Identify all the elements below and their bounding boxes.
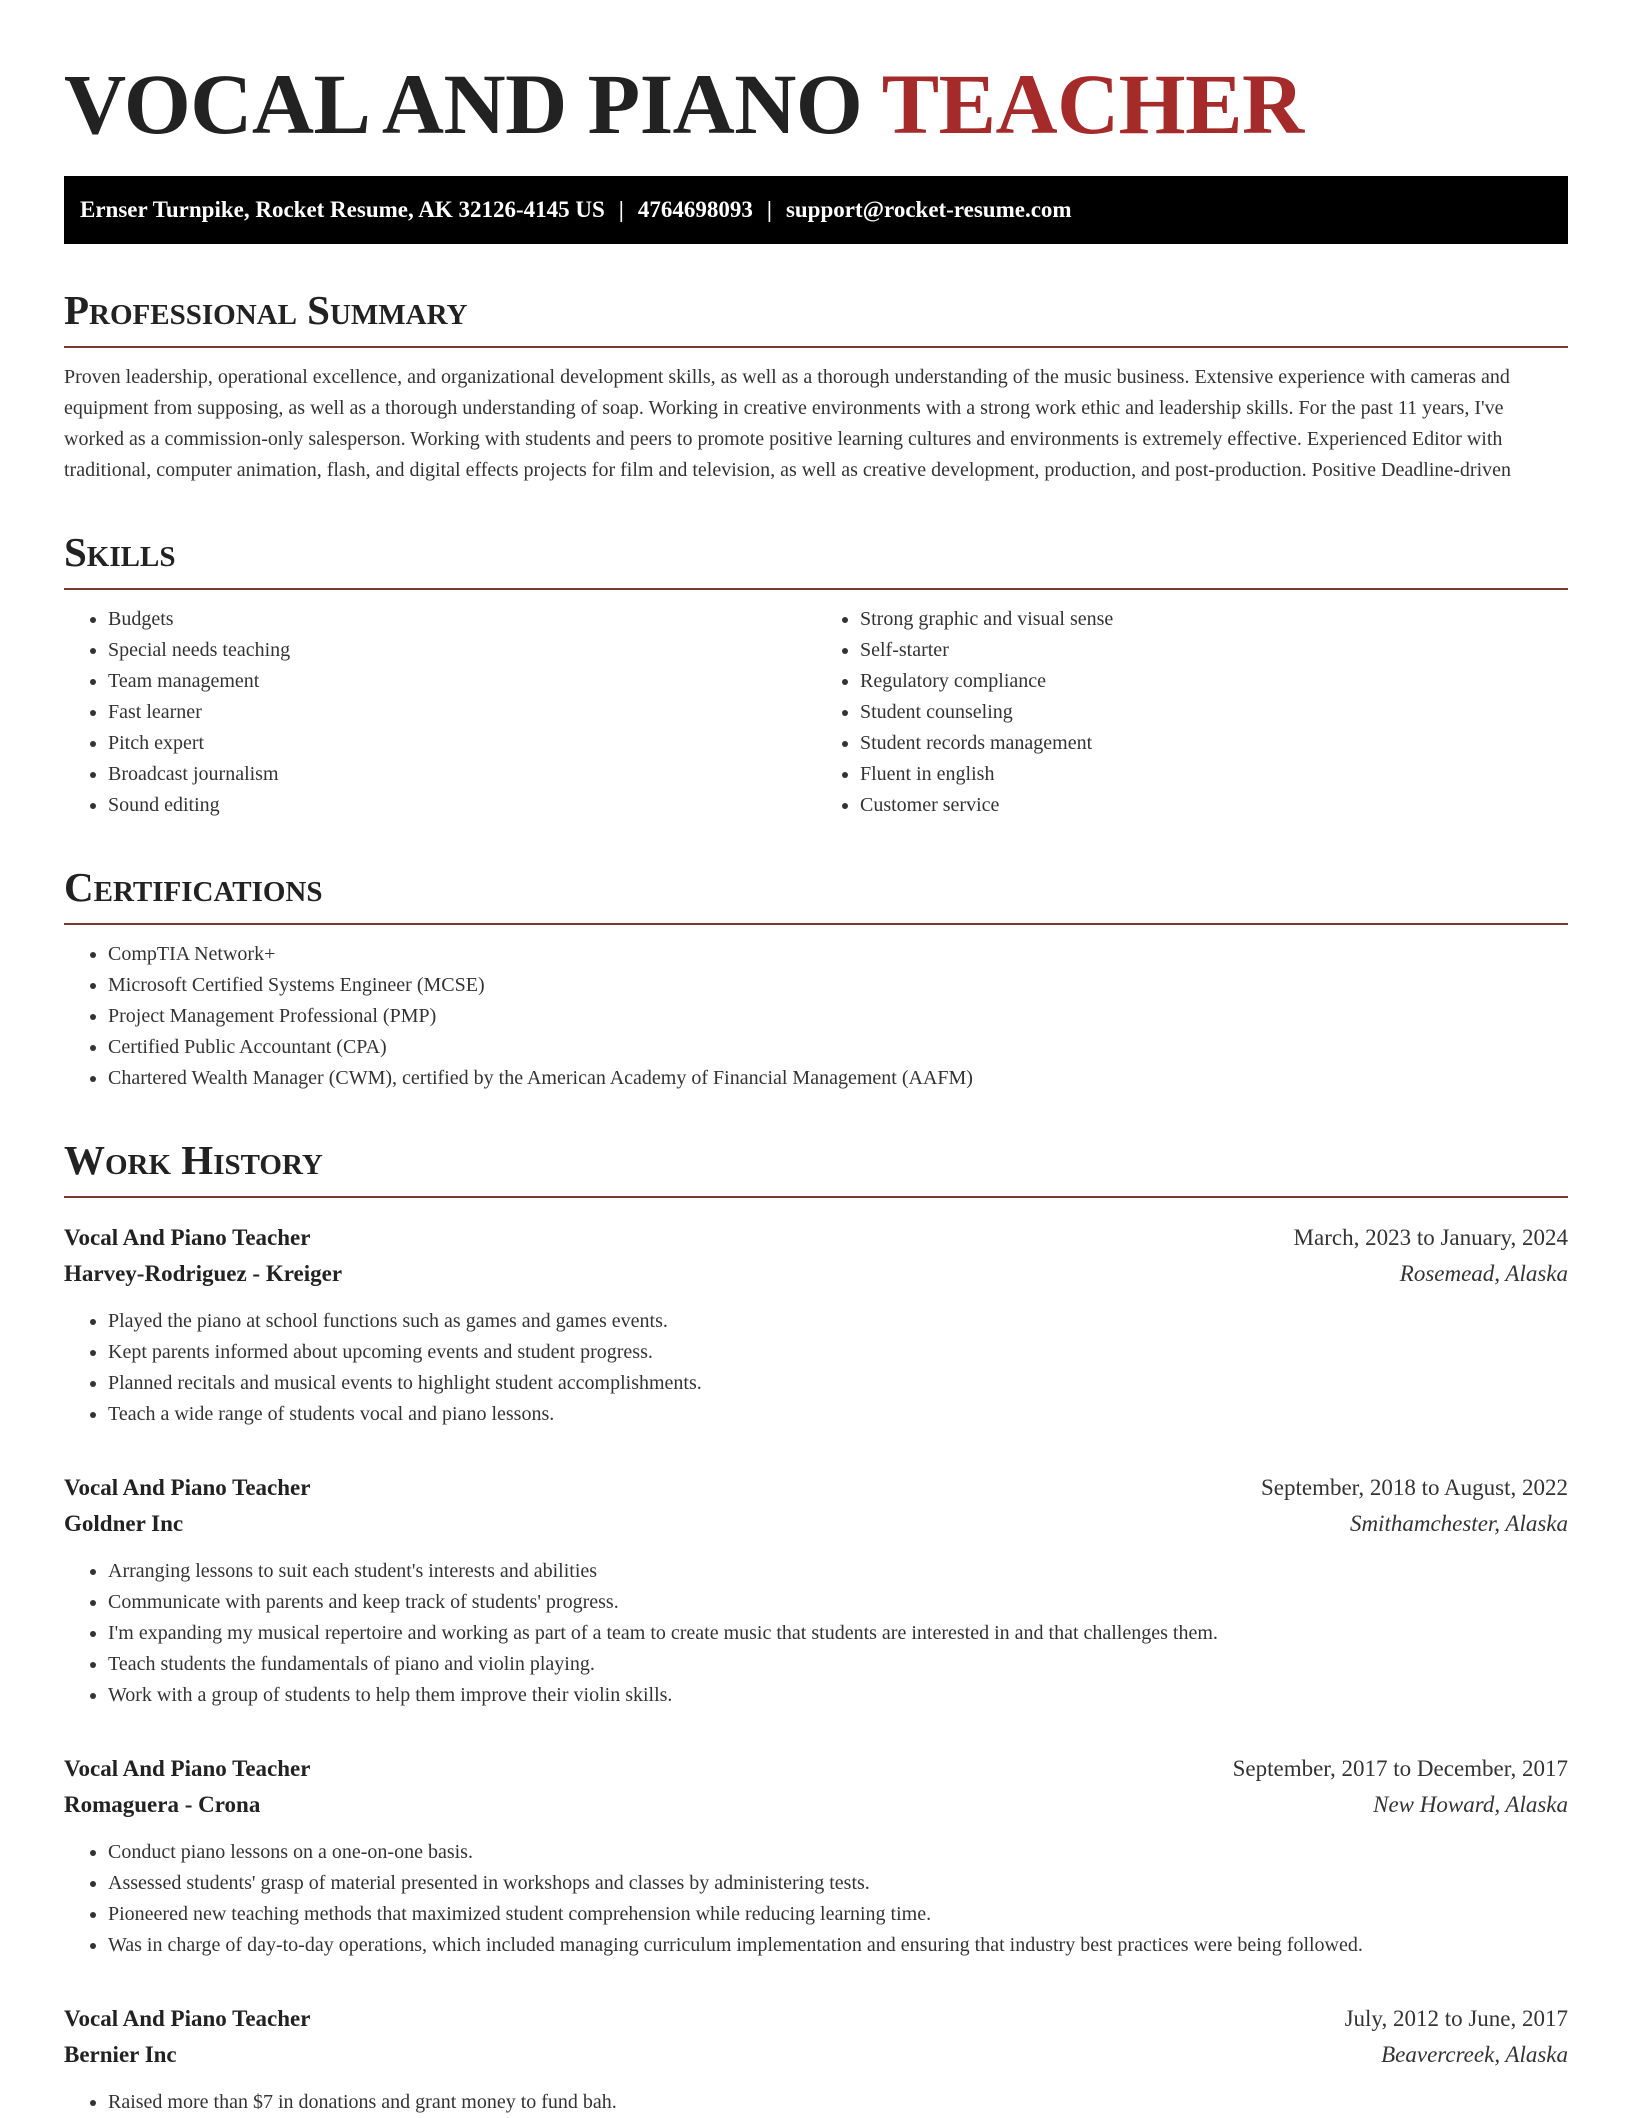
certification-item: • Chartered Wealth Manager (CWM), certified by the American Academy of Financial Management (AAFM) — [108, 1063, 1568, 1094]
skill-item: • Sound editing — [108, 790, 816, 821]
job-bullet: • Work with a group of students to help them improve their violin skills. — [108, 1680, 1568, 1711]
job-header-row — [64, 1751, 1568, 1787]
job-location: New Howard, Alaska — [1373, 1792, 1568, 1817]
skills-list-right — [816, 604, 1568, 821]
job-dates: March, 2023 to January, 2024 — [1293, 1225, 1568, 1250]
job-bullet: • Played the piano at school functions such as games and games events. — [108, 1306, 1568, 1337]
job-location: Rosemead, Alaska — [1399, 1261, 1568, 1286]
job-bullet: • Pioneered new teaching methods that maximized student comprehension while reducing learning time. — [108, 1899, 1568, 1930]
skill-item: • Pitch expert — [108, 728, 816, 759]
skill-item: • Fast learner — [108, 697, 816, 728]
job-title: Vocal And Piano Teacher — [64, 1756, 311, 1781]
resume-title — [64, 0, 1568, 152]
skill-item: • Student counseling — [860, 697, 1568, 728]
job-header-row — [64, 1220, 1568, 1256]
job-bullet: • Raised more than $7 in donations and grant money to fund bah. — [108, 2087, 1568, 2118]
job-title: Vocal And Piano Teacher — [64, 1475, 311, 1500]
job-company-row — [64, 1256, 1568, 1292]
job-dates: September, 2017 to December, 2017 — [1232, 1756, 1568, 1781]
contact-separator: | — [766, 197, 772, 222]
job-bullet: • Communicate with parents and keep track of students' progress. — [108, 1587, 1568, 1618]
job-title: Vocal And Piano Teacher — [64, 2006, 311, 2031]
job-location: Beavercreek, Alaska — [1381, 2042, 1568, 2067]
job-company-row — [64, 1787, 1568, 1823]
skills-grid — [64, 590, 1568, 821]
job-entry — [64, 1220, 1568, 1430]
job-bullet: • Conduct piano lessons on a one-on-one basis. — [108, 1837, 1568, 1868]
skill-item: • Self-starter — [860, 635, 1568, 666]
job-bullet: • Teach students the fundamentals of piano and violin playing. — [108, 1649, 1568, 1680]
certification-item: • Certified Public Accountant (CPA) — [108, 1032, 1568, 1063]
contact-phone: 4764698093 — [637, 197, 753, 222]
skill-item: • Regulatory compliance — [860, 666, 1568, 697]
section-heading-summary: Professional Summary — [64, 288, 1568, 348]
certifications-list — [64, 939, 1568, 1094]
contact-address: Ernser Turnpike, Rocket Resume, AK 32126-4145 US — [80, 197, 605, 222]
title-main: VOCAL AND PIANO — [64, 56, 863, 152]
job-header-row — [64, 1470, 1568, 1506]
job-bullet: • Kept parents informed about upcoming events and student progress. — [108, 1337, 1568, 1368]
skill-item: • Student records management — [860, 728, 1568, 759]
title-accent: TEACHER — [881, 56, 1304, 152]
job-title: Vocal And Piano Teacher — [64, 1225, 311, 1250]
job-bullet: • Assessed students' grasp of material presented in workshops and classes by administering tests. — [108, 1868, 1568, 1899]
job-company: Harvey-Rodriguez - Kreiger — [64, 1261, 343, 1286]
summary-section — [64, 288, 1568, 486]
job-company-row — [64, 2037, 1568, 2073]
job-bullets — [64, 1837, 1568, 1961]
certification-item: • Project Management Professional (PMP) — [108, 1001, 1568, 1032]
job-dates: July, 2012 to June, 2017 — [1344, 2006, 1568, 2031]
job-entry — [64, 1470, 1568, 1711]
certifications-section — [64, 865, 1568, 1094]
job-location: Smithamchester, Alaska — [1349, 1511, 1568, 1536]
certification-item: • CompTIA Network+ — [108, 939, 1568, 970]
skill-item: • Budgets — [108, 604, 816, 635]
job-bullet: • Arranging lessons to suit each student's interests and abilities — [108, 1556, 1568, 1587]
skill-item: • Customer service — [860, 790, 1568, 821]
section-heading-skills: Skills — [64, 530, 1568, 590]
job-bullets — [64, 1306, 1568, 1430]
skill-item: • Broadcast journalism — [108, 759, 816, 790]
job-bullet: • I'm expanding my musical repertoire and working as part of a team to create music that students are interested in and that challenges them. — [108, 1618, 1568, 1649]
certification-item: • Microsoft Certified Systems Engineer (MCSE) — [108, 970, 1568, 1001]
job-dates: September, 2018 to August, 2022 — [1260, 1475, 1568, 1500]
section-heading-work-history: Work History — [64, 1138, 1568, 1198]
contact-separator: | — [618, 197, 624, 222]
skill-item: • Team management — [108, 666, 816, 697]
job-bullet: • Teach a wide range of students vocal and piano lessons. — [108, 1399, 1568, 1430]
summary-text: Proven leadership, operational excellence, and organizational development skills, as well as a thorough understanding of the music business. Extensive experience with cameras and equipment from supposing, as well as a thorough understanding of soap. Working in creative environments with a strong work ethic and leadership skills. For the past 11 years, I've worked as a commission-only salesperson. Working with students and peers to promote positive learning cultures and environments is extremely effective. Experienced Editor with traditional, computer animation, flash, and digital effects projects for film and television, as well as creative development, production, and post-production. Positive Deadline-driven — [64, 366, 1512, 481]
skill-item: • Strong graphic and visual sense — [860, 604, 1568, 635]
contact-email: support@rocket-resume.com — [785, 197, 1072, 222]
job-company: Romaguera - Crona — [64, 1792, 261, 1817]
work-history-section — [64, 1138, 1568, 2118]
job-entry — [64, 1751, 1568, 1961]
section-heading-certifications: Certifications — [64, 865, 1568, 925]
skill-item: • Fluent in english — [860, 759, 1568, 790]
skill-item: • Special needs teaching — [108, 635, 816, 666]
job-header-row — [64, 2001, 1568, 2037]
skills-list-left — [64, 604, 816, 821]
job-bullet: • Planned recitals and musical events to highlight student accomplishments. — [108, 1368, 1568, 1399]
job-company: Goldner Inc — [64, 1511, 184, 1536]
skills-section — [64, 530, 1568, 821]
job-bullets — [64, 1556, 1568, 1711]
job-bullet: • Was in charge of day-to-day operations, which included managing curriculum implementation and ensuring that industry best practices were being followed. — [108, 1930, 1568, 1961]
job-bullets — [64, 2087, 1568, 2118]
contact-bar — [64, 176, 1568, 244]
job-company-row — [64, 1506, 1568, 1542]
job-entry — [64, 2001, 1568, 2118]
job-company: Bernier Inc — [64, 2042, 177, 2067]
